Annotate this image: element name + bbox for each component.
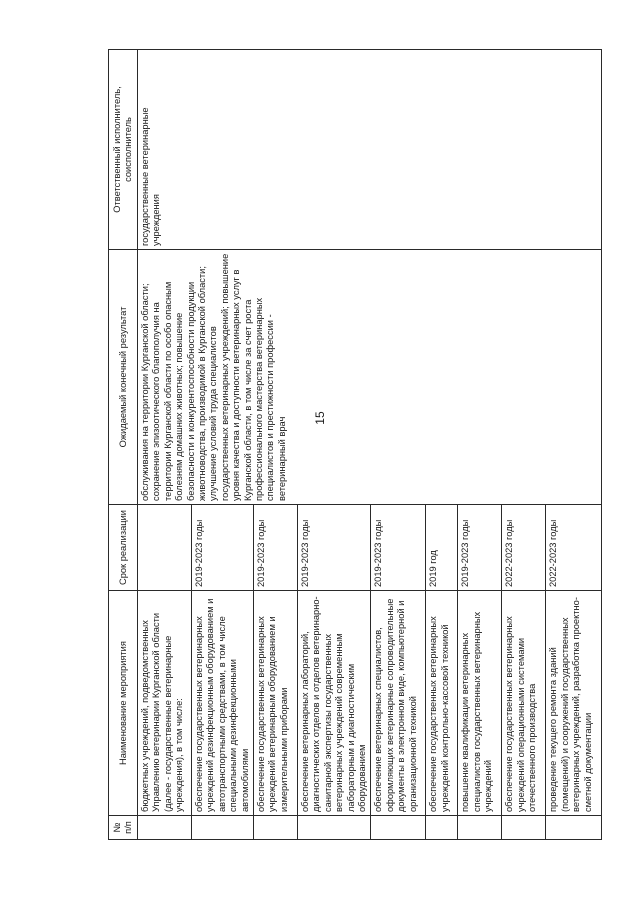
- table-header-row: [109, 50, 138, 840]
- activity-name: обеспечение ветеринарных специалистов, оформляющих ветеринарные сопроводительные документы в электронном виде, компьютерной и организационной техникой: [371, 591, 426, 816]
- row-number: [371, 816, 426, 840]
- implementation-term: 2019 год: [426, 505, 458, 591]
- row-number: [298, 816, 371, 840]
- row-number: [138, 816, 192, 840]
- activity-name: проведение текущего ремонта зданий (помещений) и сооружений государственных ветеринарных учреждений, разработка проектно-сметной документации: [546, 591, 602, 816]
- activity-name: обеспечение государственных ветеринарных учреждений дезинфекционным оборудованием и автотранспортными средствами, в том числе специальными дезинфекционными автомобилями: [192, 591, 254, 816]
- header-responsible: Ответственный исполнитель, соисполнитель: [109, 50, 138, 250]
- header-activity-name: Наименование мероприятия: [109, 591, 138, 816]
- implementation-term: 2022-2023 годы: [502, 505, 546, 591]
- row-number: [458, 816, 502, 840]
- header-implementation-term: Срок реализации: [109, 505, 138, 591]
- implementation-term: 2019-2023 годы: [371, 505, 426, 591]
- table-row: [138, 50, 192, 840]
- implementation-term: 2019-2023 годы: [192, 505, 254, 591]
- row-number: [502, 816, 546, 840]
- activity-name: обеспечение ветеринарных лабораторий, диагностических отделов и отделов ветеринарно-санитарной экспертизы государственных ветеринарных учреждений современным лабораторным и диагностическим оборудованием: [298, 591, 371, 816]
- expected-result: обслуживания на территории Курганской области; сохранение эпизоотического благополучия на территории Курганской области по особо опасным болезням домашних животных; повышение безопасности и конкурентоспособности продукции животноводства, производимой в Курганской области; улучшение условий труда специалистов государственных ветеринарных учреждений; повышение уровня качества и доступности ветеринарных услуг в Курганской области, в том числе за счет роста профессионального мастерства ветеринарных специалистов и престижности профессии - ветеринарный врач: [138, 250, 602, 505]
- implementation-term: [138, 505, 192, 591]
- header-expected-result: Ожидаемый конечный результат: [109, 250, 138, 505]
- activity-name: обеспечение государственных ветеринарных учреждений операционными системами отечественного производства: [502, 591, 546, 816]
- activity-name: обеспечение государственных ветеринарных учреждений ветеринарным оборудованием и измерительными приборами: [254, 591, 298, 816]
- row-number: [546, 816, 602, 840]
- rotated-table-container: [108, 50, 593, 840]
- row-number: [426, 816, 458, 840]
- implementation-term: 2019-2023 годы: [298, 505, 371, 591]
- activity-name: обеспечение государственных ветеринарных учреждений контрольно-кассовой техникой: [426, 591, 458, 816]
- activities-table: [108, 49, 602, 840]
- activity-name: бюджетных учреждений, подведомственных Управлению ветеринарии Курганской области (далее - государственные ветеринарные учреждения), в том числе:: [138, 591, 192, 816]
- activity-name: повышение квалификации ветеринарных специалистов государственных ветеринарных учреждений: [458, 591, 502, 816]
- row-number: [192, 816, 254, 840]
- page-number: 15: [313, 411, 327, 425]
- implementation-term: 2019-2023 годы: [458, 505, 502, 591]
- row-number: [254, 816, 298, 840]
- implementation-term: 2019-2023 годы: [254, 505, 298, 591]
- responsible-executor: государственные ветеринарные учреждения: [138, 50, 602, 250]
- implementation-term: 2022-2023 годы: [546, 505, 602, 591]
- header-number: № п/п: [109, 816, 138, 840]
